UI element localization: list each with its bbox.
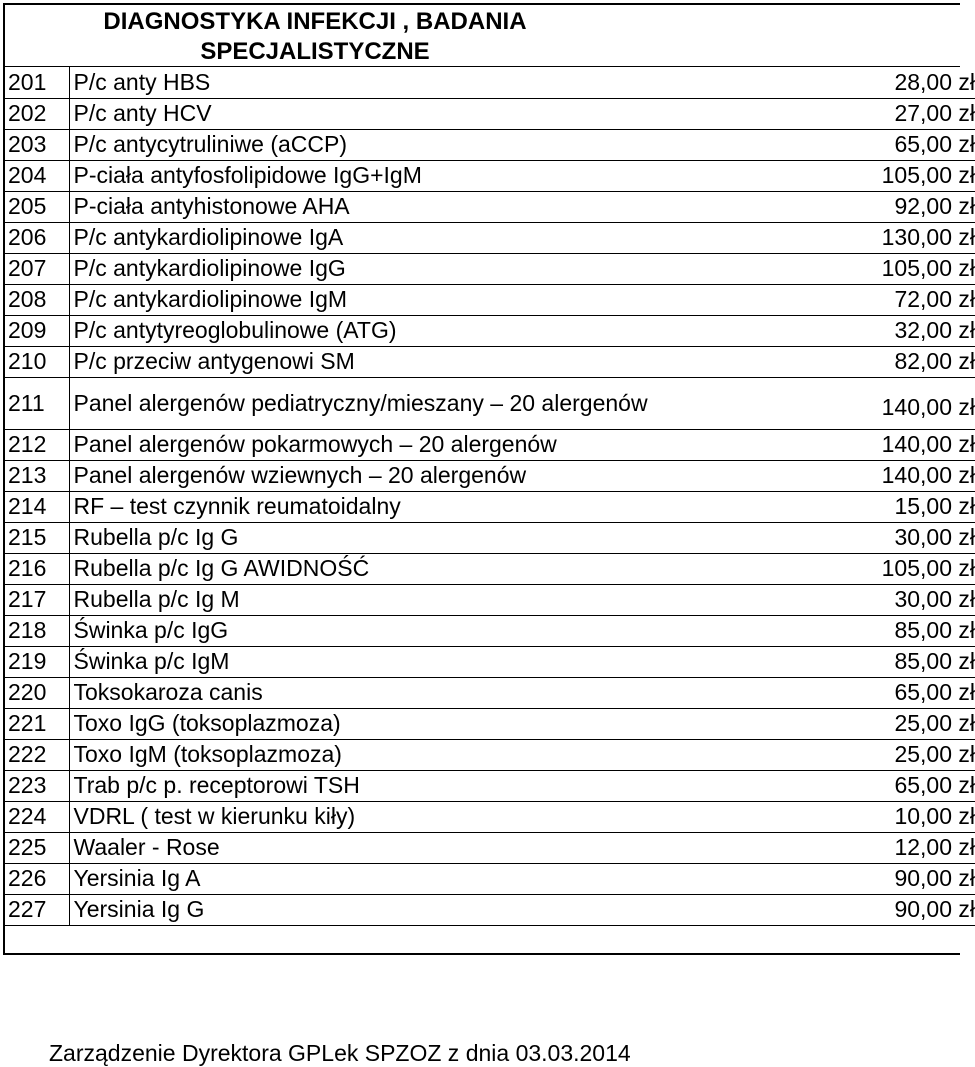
item-number: 201 (5, 67, 69, 98)
price-cell (669, 253, 975, 284)
table-row (5, 770, 975, 801)
item-number: 223 (5, 770, 69, 801)
item-number: 210 (5, 346, 69, 377)
title-line-2: SPECJALISTYCZNE (200, 38, 430, 65)
price-cell (669, 67, 975, 98)
price-value: 65,00 zł (894, 679, 975, 705)
table-row (5, 67, 975, 98)
table-row (5, 491, 975, 522)
item-number: 213 (5, 460, 69, 491)
price-cell (669, 770, 975, 801)
test-name: P/c antycytruliniwe (aCCP) (69, 129, 669, 160)
table-row (5, 129, 975, 160)
table-row (5, 832, 975, 863)
price-cell (669, 222, 975, 253)
table-row (5, 553, 975, 584)
price-value: 28,00 zł (894, 68, 975, 95)
price-value: 72,00 zł (894, 286, 975, 312)
price-value: 25,00 zł (894, 710, 975, 736)
item-number: 212 (5, 429, 69, 460)
item-number: 227 (5, 894, 69, 925)
price-value: 90,00 zł (894, 865, 975, 891)
item-number: 202 (5, 98, 69, 129)
test-name: Toxo IgM (toksoplazmoza) (69, 739, 669, 770)
table-row (5, 522, 975, 553)
price-value: 15,00 zł (894, 493, 975, 519)
price-cell (669, 801, 975, 832)
price-cell (669, 522, 975, 553)
item-number: 222 (5, 739, 69, 770)
test-name: Świnka p/c IgM (69, 646, 669, 677)
item-number: 217 (5, 584, 69, 615)
table-row (5, 584, 975, 615)
table-row (5, 801, 975, 832)
item-number: 208 (5, 284, 69, 315)
table-row (5, 677, 975, 708)
price-value: 10,00 zł (894, 803, 975, 829)
table-row (5, 460, 975, 491)
price-cell (669, 429, 975, 460)
price-cell (669, 708, 975, 739)
item-number: 209 (5, 315, 69, 346)
test-name: Świnka p/c IgG (69, 615, 669, 646)
item-number: 211 (5, 377, 69, 429)
item-number: 220 (5, 677, 69, 708)
price-value: 65,00 zł (894, 131, 975, 157)
test-name: Rubella p/c Ig G AWIDNOŚĆ (69, 553, 669, 584)
test-name: RF – test czynnik reumatoidalny (69, 491, 669, 522)
test-name: Yersinia Ig G (69, 894, 669, 925)
price-cell (669, 191, 975, 222)
price-cell (669, 739, 975, 770)
test-name: P/c antykardiolipinowe IgM (69, 284, 669, 315)
price-cell (669, 615, 975, 646)
price-cell (669, 98, 975, 129)
price-value: 85,00 zł (894, 617, 975, 643)
test-name: Panel alergenów pokarmowych – 20 alergenów (69, 429, 669, 460)
item-number: 225 (5, 832, 69, 863)
item-number: 216 (5, 553, 69, 584)
test-name: P/c przeciw antygenowi SM (69, 346, 669, 377)
test-name: P/c anty HCV (69, 98, 669, 129)
footer-note: Zarządzenie Dyrektora GPLek SPZOZ z dnia 03.03.2014 (49, 1040, 631, 1066)
price-value: 105,00 zł (881, 555, 975, 581)
price-cell (669, 584, 975, 615)
price-value: 30,00 zł (894, 586, 975, 612)
price-value: 32,00 zł (894, 317, 975, 343)
price-cell (669, 284, 975, 315)
price-value: 140,00 zł (881, 431, 975, 457)
price-value: 82,00 zł (894, 348, 975, 374)
price-value: 140,00 zł (881, 462, 975, 488)
table-row (5, 315, 975, 346)
table-row (5, 708, 975, 739)
item-number: 221 (5, 708, 69, 739)
test-name: Panel alergenów pediatryczny/mieszany – 20 alergenów (69, 377, 669, 429)
price-value: 92,00 zł (894, 193, 975, 219)
test-name: P/c anty HBS (69, 67, 669, 98)
test-name: Toksokaroza canis (69, 677, 669, 708)
title-line-1: DIAGNOSTYKA INFEKCJI , BADANIA (103, 8, 527, 35)
table-row (5, 863, 975, 894)
test-name: P/c antykardiolipinowe IgA (69, 222, 669, 253)
price-value: 105,00 zł (881, 255, 975, 281)
test-name: Rubella p/c Ig G (69, 522, 669, 553)
price-cell (669, 863, 975, 894)
table-row (5, 253, 975, 284)
table-row (5, 160, 975, 191)
table-row (5, 191, 975, 222)
table-row (5, 377, 975, 429)
item-number: 203 (5, 129, 69, 160)
item-number: 215 (5, 522, 69, 553)
test-name: Trab p/c p. receptorowi TSH (69, 770, 669, 801)
price-cell (669, 160, 975, 191)
price-cell (669, 377, 975, 429)
test-name: P/c antytyreoglobulinowe (ATG) (69, 315, 669, 346)
item-number: 224 (5, 801, 69, 832)
price-value: 90,00 zł (894, 896, 975, 922)
price-table (5, 67, 975, 926)
test-name: Toxo IgG (toksoplazmoza) (69, 708, 669, 739)
price-value: 25,00 zł (894, 741, 975, 767)
item-number: 218 (5, 615, 69, 646)
test-name: Panel alergenów wziewnych – 20 alergenów (69, 460, 669, 491)
table-row (5, 98, 975, 129)
table-row (5, 615, 975, 646)
table-row (5, 429, 975, 460)
test-name: Waaler - Rose (69, 832, 669, 863)
table-row (5, 284, 975, 315)
price-value: 105,00 zł (881, 162, 975, 188)
item-number: 206 (5, 222, 69, 253)
test-name: Yersinia Ig A (69, 863, 669, 894)
price-cell (669, 832, 975, 863)
item-number: 226 (5, 863, 69, 894)
table-row (5, 346, 975, 377)
item-number: 214 (5, 491, 69, 522)
item-number: 205 (5, 191, 69, 222)
price-cell (669, 677, 975, 708)
price-value: 85,00 zł (894, 648, 975, 674)
price-value: 140,00 zł (881, 393, 975, 420)
price-table-body (5, 67, 975, 925)
test-name: VDRL ( test w kierunku kiły) (69, 801, 669, 832)
price-value: 130,00 zł (881, 224, 975, 250)
price-value: 30,00 zł (894, 524, 975, 550)
price-cell (669, 553, 975, 584)
price-cell (669, 491, 975, 522)
test-name: P-ciała antyhistonowe AHA (69, 191, 669, 222)
table-row (5, 739, 975, 770)
table-row (5, 894, 975, 925)
test-name: P/c antykardiolipinowe IgG (69, 253, 669, 284)
price-cell (669, 346, 975, 377)
price-value: 65,00 zł (894, 772, 975, 798)
item-number: 207 (5, 253, 69, 284)
price-cell (669, 460, 975, 491)
test-name: Rubella p/c Ig M (69, 584, 669, 615)
price-value: 12,00 zł (894, 834, 975, 860)
price-list-sheet (3, 3, 975, 955)
price-cell (669, 315, 975, 346)
test-name: P-ciała antyfosfolipidowe IgG+IgM (69, 160, 669, 191)
table-row (5, 222, 975, 253)
price-value: 27,00 zł (894, 100, 975, 126)
price-cell (669, 894, 975, 925)
item-number: 219 (5, 646, 69, 677)
table-row (5, 646, 975, 677)
section-header (5, 5, 960, 67)
item-number: 204 (5, 160, 69, 191)
price-cell (669, 646, 975, 677)
price-cell (669, 129, 975, 160)
section-title (5, 7, 625, 67)
